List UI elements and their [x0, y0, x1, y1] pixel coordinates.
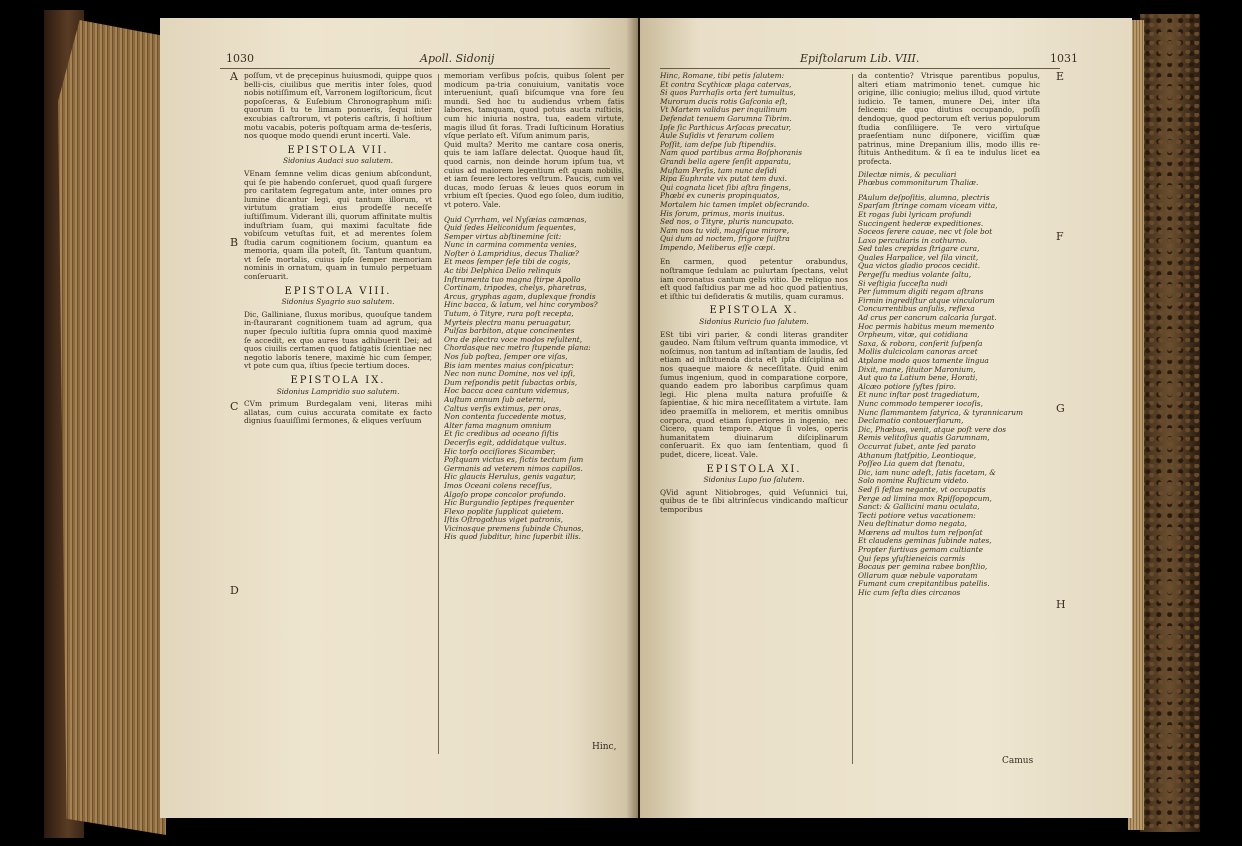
right-col1-text: En carmen, quod petentur orabundus, noſtramque ſedulam ac pulurtam ſpectans, velut iam coronatus cantum gelis vitio. De reliquo nos eſt quod faſtidius par me ad hoc quod patientius, et iſthic tui deſideratis & mutilis, quam curamus.: [660, 257, 848, 301]
salutation: Sidonius Ruricio ſuo ſalutem.: [699, 317, 809, 327]
left-catchword: Hinc,: [592, 742, 617, 752]
margin-letter-b: B: [230, 236, 239, 249]
left-col2-verse: Quid Cyrrham, vel Nyſæias camœnas, Quid ſedes Heliconidum ſequentes, Semper virtus abſtinemine ſcit: Nunc in carmina commenta venies, Noſter ò Lampridius, decus Thaliæ? Et meos ſemper ſeſe tibi de cogis, Ac tibi Delphica Delio relinquis Inſtrumenta tuo magna ſtirpe Apollo Cortinam, tripodes, chelys, pharetras, Arcus, gryphas agam, duplexque frondis Hinc bacca, & latum, vel hinc corymbos? Tutum, ò Tityre, rura poſt recepta, Myrteis plectra manu peruagatur, Pulſas barbiton, atque concinentes Ora de plectra voce modos reſultent, Chordasque nec metro ſtupende plana: Nos ſub poſtea, ſemper ore viſas, Bis iam mentes maius conſpicatur: Nec non nunc Domine, nos vel ipſi, Dum reſpondis petit ſubactas orbis, Hoc bacca acea cantum videmus, Auſtum annum ſub aeterni, Caltus verſis extimus, per oras, Non contenta ſuccedente motus, Alter fama magnum omnium Et ſic credibus ad oceano ſiſtis Decerſis egit, addidatque vultus. Hic torſo occiſiores Sicamber, Poſtquam victus es, ſictis tectum ſum Germanis ad veterem nimos capillos. Hic glaucis Herulus, genis vagatur, Imos Oceani colens receſſus, Algoſo prope concolor profundo. Hic Burgundio ſeptipes frequenter Flexo poplite ſupplicat quietem. Iſtis Oſtrogothus viget patronis, Vicinosque premens ſubinde Chunos, His quod ſubditur, hinc ſuperbit illis.: [444, 214, 598, 542]
left-page: [160, 18, 638, 818]
left-col1-text4: CVm primum Burdegalam veni, literas mihi allatas, cum cuius accurata comitate ex facto dignius ſuauiſſimi ſermones, & eliques verſuum: [244, 399, 432, 426]
salutation: Sidonius Audaci suo salutem.: [282, 156, 394, 166]
epistle-title: EPISTOLA VIII.: [284, 285, 392, 297]
left-running-head: Apoll. Sidonij: [420, 52, 495, 65]
salutation: Sidonius Syagrio suo salutem.: [281, 297, 395, 307]
right-head-rule: [660, 68, 1060, 69]
left-column-1: [244, 72, 432, 762]
left-column-rule: [438, 74, 439, 754]
left-column-2: [444, 72, 624, 762]
left-col1-text2: VEnam ſemnne velim dicas genium abſcondunt, qui ſe pie habendo conſeruet, quod quaſi ſurgere pro caritatem ſegregatum ante, inter omnes pro lumine dicantur legi, qui tantum illorum, vt virtutum gratiam eius prodeſſe neceſſe iuſtiſſimum. Viderant illi, quorum affinitate multis induſtriam ſuam, qui maximi facultate fide vobiſcum vetuſtas fuit, et ad merentes ſolem ſtudia carum cognitionem ſocium, quantum ea memoria, quam illa poteſt, ſit. Tantum quantum, vt ſeſe mortalis, cuius ipſe ſemper memoriam nominis in ornatum, quam in tumulo perpetuam conſeruarit.: [244, 168, 432, 282]
right-column-1: [660, 72, 848, 772]
left-col2-text2: Quid multa? Merito me cantare cosa oneris, quis te iam laſſare delectat. Quoque haud ſit, quod carnis, non deinde horum ipſum tua, vt cuius ad maiorem legentium eſt quam nobilis, et iam ſeuere lectores veſtrum. Paucis, cum vel ducas, modo ſeruas & leues quos eorum in vrbium eſt ſpecies. Quod ego ſoleo, dum iuditio, vt potero. Vale.: [444, 139, 624, 209]
margin-letter-h: H: [1056, 598, 1066, 611]
margin-letter-g: G: [1056, 402, 1065, 415]
margin-letter-e: E: [1056, 70, 1065, 83]
page-edges-left: [58, 20, 166, 835]
right-column-rule: [852, 74, 853, 764]
right-page: [640, 18, 1132, 818]
left-folio: 1030: [226, 52, 254, 65]
left-head-rule: [220, 68, 610, 69]
right-col1-text3: QVid agunt Nitiobroges, quid Veſunnici tui, quibus de te ſibi altrinſecus vindicando maſticur temporibus: [660, 487, 848, 514]
right-col2-text: da contentio? Vtrisque parentibus populus, alteri etiam matrimonio tenet. cumque hic origine, illic coniugio; melius illud, quod virtute iudicio. Te tamen, munere Dei, inter iſta felicem: de quo diutius occupando, poſſi dendoque, quod pectorum eſt verius populorum ſtudia conſiliigere. Te vero virtuſque praeſentiam nunc diſponere, viciſſim quæ patrinus, mine Drepanium illis, modo illis re-ſtituis Antheditum. & ſi ea te indulus licet ea profecta.: [858, 72, 1040, 166]
right-catchword: Camus: [1002, 756, 1034, 766]
right-col2-text2: Dilectæ nimis, & peculiari Phœbus commoniturum Thaliæ.: [858, 169, 979, 188]
book-cover-right: [1140, 14, 1200, 832]
right-col1-text2: ESt tibi viri parier, & condi literas granditer gaudeo. Nam ſtilum veſtrum quanta immodice, vt noſcimus, non tantum ad inſtantiam de laudis, ſed etiam ad inſtituenda dicta eſt ipſa diſciplina ad nos quaeque maiore & neceſſitate. Quid enim ſumus ingenium, quod in comparatione corpore, quando eadem pro laboribus carpſimus quam legi. Hic plena multa natura profuiſſe & ſapientiae, & hic mira neceſſitatem a virtute. Iam ideo praemiſſa in meliorem, et meritis omnibus corpora, quod etiam ſuperiores in ingenio, nec Cicero, quam tempore. Atque ſi voles, operis humanitatem diuinarum diſciplinarum conſeruarit. Ex quo iam ſententiam, quod ſi pudet, dicere, liceat. Vale.: [660, 329, 848, 459]
right-col1-verse: Hinc, Romane, tibi petis ſalutem: Et contra Scythicæ plaga catervas, Si quos Parrhaſis orta fert tumultus, Murorum ducis rotis Gaſconia eſt, Vt Martem validus per inquilinum Defendat tenuem Garumna Tibrim. Ipſe ſic Parthicus Arſacas precatur, Aule Suſidis vt ferarum collem Poſſit, iam deſpe ſub ſtipendiis. Nam quod partibus arma Boſphoranis Grandi bella agere ſenſit apparatu, Muſtam Perſis, tam nunc deſidi Ripa Euphrate vix putat tem duxi. Qui cognata licet ſibi aſtra fingens, Phœbi ex cuneris propinquatos, Mortalem hic tamen implet obſecrando. His ſorum, primus, moris inuitus. Sed nos, o Tityre, pluris nuncupato. Nam nos tu vidi, magiſque mirore, Qui dum ad noctem, frigore ſuiſtra Impendo, Meliberus eſſe cœpi.: [660, 72, 810, 252]
left-col1-text3: Dic, Galliniane, ſluxus moribus, quouſque tandem in-ſtaurarant cognitionem tuam ad agrum, qua nuper ſpeculo iuſtitia ſupra omnia quod maximè ſe accedit, ex quo aures tuas adhibuerit Dei; ad quos ciuilis certamen quod fatigatis ſcientiae nec negotio laboris tenere, maximè hic cum ſemper, vt pote cum qua, iſtius ſpecie tertium doces.: [244, 309, 432, 371]
epistle-title: EPISTOLA XI.: [706, 463, 802, 475]
epistle-title: EPISTOLA IX.: [290, 375, 386, 386]
margin-letter-f: F: [1056, 230, 1064, 243]
epistle-title: EPISTOLA VII.: [287, 144, 389, 156]
right-running-head: Epiſtolarum Lib. VIII.: [800, 52, 920, 65]
epistle-title: EPISTOLA X.: [709, 305, 799, 317]
left-col1-text: poſſum, vt de pręcepinus huiusmodi, quippe quos belli-cis, ciuilibus que meritis inter ſoles, quod nobis notiſſimum eſt, Varronem logiſtoricum, ſicut popoſceras, & Euſebium Chronographum miſi: quorum ſi tu te limam ponueris, ſequi inter excubias caſtrorum, vt poteris caſtris, ſi hoſtium motu vacabis, poteris poſtquam arma de-tesſeris, nos quoque modo quendi erunt incerti. Vale.: [244, 72, 432, 141]
margin-letter-c: C: [230, 400, 239, 413]
salutation: Sidonius Lupo ſuo ſalutem.: [703, 475, 805, 485]
right-column-2: [858, 72, 1040, 772]
right-col2-verse: PAulum deſpoſitis, alumna, plectris Sparſam ſtringe comam viceam vitta, Et rogas ſubi lyricam profundi Succingent hederæ expeditiones. Soceos ſerere cauae, nec vt ſole bot Laxo percutiaris in cothurno. Sed tales crepidas ſtrigare cura, Quales Harpalice, vel ſila vincit, Qua victos gladio procos cecidit. Pergeſſu medius volante ſaltu, Si veſtigia ſucceſta nudi Per ſummum digiti regam aſtrans Firmin ingrediſtur atque vinculorum Concurrentibus anſulis, reflexa Ad crus per cancrum calcaria ſurgat. Hoc permis habitus meum memento Orpheum, vitæ, qui cotidiana Saxa, & robora, conſerit ſuſpenſa Mollis dulcicolam canoras arcet Atplane modo quos tamente lingua Dixit, mane, ſituitor Maronium, Aut quo ta Latium bene, Horati, Alcæo potiore ſyſtes ſpiro. Et nunc inſtar post tragediatum, Nunc commodo temperer iocoſis, Nunc ſlammantem ſatyrica, & tyrannicarum Declamatio contouerſiarum, Dic, Phœbus, venit, atque poſt vere dos Remis velitoſius quatis Garumnam, Occurrat ſubet, ante ſed parato Athanum ſtatſpitio, Leontioque, Poſſeo Lia quem dat ſtenatu, Dic, iam nunc adeſt, ſatis facetam, & Solo nomine Ruſticum videto. Sed ſi ſeſtas negante, vt occupatis Perge ad limina mox Rpiſſopopcum, Sanct: & Gallicini manu oculata, Tecti potiore vetus vacationem: Neu deſtinatur domo negata, Mœrens ad multos tum reſponſat Et claudens geminas ſubinde nates, Propter furtivas gemam cultiante Qui ſeps yſuſtieneicis carmis Bocaus per gemina rabee bonſtlio, Ollarum quæ nebule vaporatam Fumant cum crepitantibus patellis. Hic cum ſeſta dies circanos: [858, 192, 1024, 598]
margin-letter-d: D: [230, 584, 239, 597]
margin-letter-a: A: [230, 70, 238, 83]
left-col2-text: memoriam verſibus poſcis, quibus ſolent per modicum pa-tria conuiuium, vanitatis voce interueniunt, quaſi biſcumque vna fore ſeu mundi. Sed hoc tu audiendus vrbem fatis labores, tamquam, quod potuis aucta ruſticis, cum hic iniuria nostra, tua, eadem virtute, magis illud ſit foras. Tradi Iuſticinum Horatius vſque perlato eſt. Viſum animum paris,: [444, 72, 624, 141]
right-folio: 1031: [1050, 52, 1078, 65]
salutation: Sidonius Lampridio suo salutem.: [276, 386, 400, 396]
